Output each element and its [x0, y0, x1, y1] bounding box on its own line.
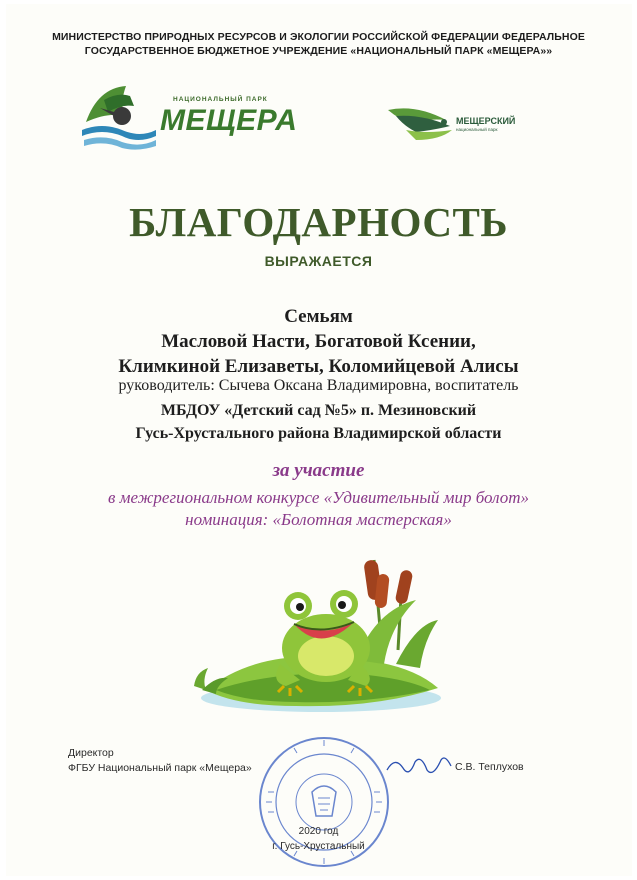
organization-block — [0, 399, 637, 445]
org-line-2: Гусь-Хрустального района Владимирской области — [135, 425, 502, 442]
recipients-line-2: Масловой Насти, Богатовой Ксении, — [161, 331, 476, 352]
org-line-1: МБДОУ «Детский сад №5» п. Мезиновский — [160, 402, 477, 419]
director-name: С.В. Теплухов — [455, 761, 524, 773]
meshchersky-park-logo — [386, 100, 536, 148]
meshchera-park-logo — [78, 82, 308, 154]
header-line-1: МИНИСТЕРСТВО ПРИРОДНЫХ РЕСУРСОВ И ЭКОЛОГИИ РОССИЙСКОЙ ФЕДЕРАЦИИ ФЕДЕРАЛЬНОЕ — [52, 31, 585, 43]
heron-emblem-icon — [78, 82, 160, 154]
director-signature — [385, 752, 455, 780]
frog-illustration — [176, 540, 466, 720]
director-block — [68, 746, 252, 776]
header-line-2: ГОСУДАРСТВЕННОЕ БЮДЖЕТНОЕ УЧРЕЖДЕНИЕ «НАЦИОНАЛЬНЫЙ ПАРК «МЕЩЕРА»» — [84, 45, 553, 57]
contest-line-1: в межрегиональном конкурсе «Удивительный мир болот» — [107, 488, 530, 507]
certificate-subtitle: ВЫРАЖАЕТСЯ — [264, 253, 373, 269]
right-logo-subtitle: национальный парк — [456, 127, 498, 132]
bird-emblem-icon — [386, 100, 456, 148]
logo-caption-big: МЕЩЕРА — [160, 104, 298, 137]
right-logo-title: МЕЩЕРСКИЙ — [456, 116, 516, 126]
logo-caption-small: НАЦИОНАЛЬНЫЙ ПАРК — [173, 96, 268, 103]
contest-block — [0, 487, 637, 531]
contest-line-2: номинация: «Болотная мастерская» — [185, 510, 452, 529]
leader-line: руководитель: Сычева Оксана Владимировна, воспитатель — [118, 377, 519, 394]
recipients-block — [0, 304, 637, 379]
director-organization: ФГБУ Национальный парк «Мещера» — [68, 762, 252, 774]
recipients-line-1: Семьям — [284, 306, 353, 327]
ministry-header — [0, 30, 637, 58]
certificate-city: г. Гусь-Хрустальный — [272, 841, 365, 852]
participation-heading: за участие — [272, 460, 365, 481]
certificate-year: 2020 год — [298, 826, 339, 837]
director-role: Директор — [68, 747, 114, 759]
recipients-line-3: Климкиной Елизаветы, Коломийцевой Алисы — [118, 356, 519, 377]
certificate-title: БЛАГОДАРНОСТЬ — [129, 199, 508, 245]
